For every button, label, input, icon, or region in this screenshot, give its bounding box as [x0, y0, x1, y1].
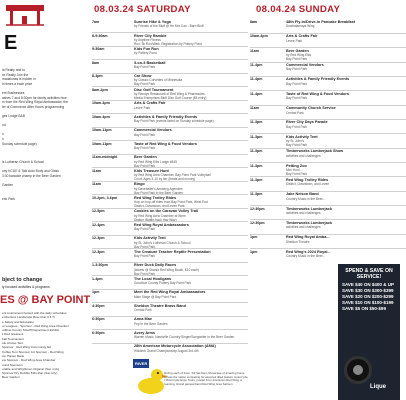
event-time: 11am-midnight — [92, 155, 118, 160]
event-detail: Court, Ages 4-10 by tier (treats and money) — [134, 177, 196, 182]
left-b-line: ole Arrows Tent — [2, 341, 24, 346]
event-time: 1-3:30pm — [92, 263, 108, 268]
event-divider — [92, 167, 248, 168]
event-location: Pep in the Beer Garden — [134, 321, 168, 326]
event-location: Bay Point Park — [134, 254, 156, 259]
event-location: activities and challenges — [286, 225, 321, 230]
event-title: Community Church Service — [286, 106, 336, 111]
event-divider — [250, 176, 406, 177]
event-title: Sheldon Theatre Brass Band — [134, 303, 186, 308]
event-logo-icon — [0, 2, 48, 32]
ad-offer-list — [342, 282, 400, 312]
event-detail: Bay Point Park in the Beer Garden — [134, 190, 183, 195]
event-divider — [250, 205, 406, 206]
event-detail: Bay Point Park — [134, 82, 156, 87]
event-location: by Red Wing Area Chamber at Wern — [134, 213, 186, 218]
event-title: Red Wing Royal Ambassadors — [134, 222, 189, 227]
event-title: Commercial Vendors — [286, 63, 324, 68]
left-a-line: ce Realty Join the — [2, 72, 29, 77]
event-location: activities and challenges — [286, 210, 321, 215]
left-a-line: in times a each prize — [2, 81, 33, 86]
event-divider — [250, 119, 406, 120]
left-a-line: ler of Commerce After Hours programming — [2, 104, 65, 109]
event-title: Arts & Crafts Fair — [286, 34, 318, 39]
left-a-line: nd — [2, 123, 6, 128]
event-title: River City Ramble — [134, 33, 167, 38]
event-divider — [250, 248, 406, 249]
event-location: Levee Park — [286, 38, 303, 43]
event-title: Petting Zoo — [286, 163, 307, 168]
event-title: Beer Garden — [286, 48, 309, 53]
event-time: 10am-11pm — [92, 128, 112, 133]
event-time: 11-4pm — [250, 91, 263, 96]
left-heading-letter: E — [4, 32, 18, 54]
event-time: 12-5pm — [92, 209, 105, 214]
event-location: by Anytime Fitness — [134, 37, 161, 42]
event-location: Goodhue County Pottery Bay Point Park — [134, 281, 192, 286]
event-title: Timberworks Lumberjack Show — [286, 149, 344, 154]
event-location: by St. John's Lutheran Church & School — [134, 240, 191, 245]
event-location: Sowhatamaya Wing — [286, 24, 315, 29]
event-time: 8am — [92, 60, 100, 65]
event-title: Kids Treasure Hunt — [134, 168, 169, 173]
event-divider — [92, 59, 248, 60]
saturday-column — [92, 0, 248, 400]
event-time: 12:30pm — [250, 220, 265, 225]
ad-logo-text: Lique — [370, 384, 386, 390]
event-divider — [92, 100, 248, 101]
left-b-line: Coffee Tent Sponsor Art Sponsor - Red Wing — [2, 349, 64, 354]
event-location: by Red Wing Area Chamber, Bay Point Park Volleyball — [134, 173, 211, 178]
event-divider — [92, 154, 248, 155]
event-time: 12-3pm — [92, 236, 105, 241]
event-time: 8am — [250, 20, 258, 24]
event-location: Country Music in the Beer... — [286, 196, 326, 201]
event-location: Hillclimb Grand Championship August 3rd-4th — [134, 348, 199, 353]
event-location: Central Park — [134, 308, 152, 313]
left-b-line: e Safety and Education — [2, 319, 34, 324]
event-time: 12-3pm — [92, 249, 105, 254]
event-detail: Bay Point Park — [134, 271, 156, 276]
event-time: 6:30pm — [92, 330, 105, 335]
event-title: Kids Activity Tent — [134, 236, 166, 241]
left-b-line: Beer Garden — [2, 375, 20, 380]
event-divider — [250, 234, 406, 235]
event-divider — [92, 73, 248, 74]
event-divider — [92, 302, 248, 303]
bay-point-banner: ES @ BAY POINT — [0, 294, 91, 306]
left-a-line: Garden — [2, 182, 13, 187]
left-b-line: ent tournament hosted with the daily schedules — [2, 311, 67, 315]
event-location: Bay Point Park — [134, 146, 156, 151]
event-time: 11am — [92, 182, 101, 187]
ad-offer: SAVE $5 ON $50-$99 — [342, 306, 386, 311]
left-b-line: Sponsor · Red Wing Community Ed — [2, 345, 52, 350]
event-title: River Duck Daily Races — [134, 263, 177, 268]
event-title: Sunrise Hike & Yoga — [134, 20, 171, 24]
event-title: Timberworks Lumberjack — [286, 220, 332, 225]
sunday-title: 08.04.24 SUNDAY — [256, 4, 341, 15]
event-time: 11-3pm — [250, 134, 263, 139]
event-time: 10am-4pm — [92, 114, 110, 119]
event-time: 12-4pm — [92, 222, 105, 227]
event-divider — [92, 86, 248, 87]
event-location: District, Downtown, and Levee — [286, 182, 330, 187]
event-time: 12:30pm — [250, 206, 265, 211]
event-divider — [250, 90, 406, 91]
event-time: 10am-11pm — [92, 141, 112, 146]
left-text-block-a — [2, 68, 68, 201]
event-location: Bay Point Park — [286, 81, 308, 86]
event-divider — [92, 140, 248, 141]
event-title: Red Wing's 2024 Royal... — [286, 249, 331, 254]
left-b-line: ound Sponsors — [2, 362, 23, 367]
event-location: Warren Music, Nashville Country Singer/Songwriter in the Beer Garden — [134, 335, 235, 340]
event-location: activities and challenges — [286, 153, 321, 158]
event-title: Arts & Crafts Fair — [134, 101, 166, 106]
event-time: 10am-4pm — [250, 34, 268, 39]
event-location: by St. John's — [286, 139, 305, 144]
event-divider — [92, 262, 248, 263]
left-a-line: 3:30 karaoke champ in the Beer Garden — [2, 173, 61, 178]
event-location: Mini Hoof... — [286, 167, 303, 172]
event-title: Red Wing Trolley Rides — [134, 195, 177, 200]
event-location: Bay Point Park (events listed on Sunday schedule page) — [134, 119, 214, 124]
event-location: Bay Point Park — [134, 64, 156, 69]
event-detail: Bay Point Park — [286, 171, 308, 176]
left-a-line: is Lutheran Church & School — [2, 159, 44, 164]
left-a-line: eric Park — [2, 196, 16, 201]
event-title: The Local Hooligans — [134, 276, 172, 281]
event-detail: Bay Point Park — [286, 143, 308, 148]
event-title: Car Show — [134, 74, 152, 79]
event-time: 11-3pm — [250, 149, 263, 154]
event-time: 10-2pm, 3-6pm — [92, 195, 118, 200]
motorcycle-description: During each of them, Dir Sat Dam Showcase of amazing home across the nation competing for assorted titled feature motorcycle / Motorcycle Expo Tours, posted from downtown Red Wing or roaming, Grand gamual band Red Wing Area Salmen — [164, 371, 248, 387]
left-column — [0, 0, 91, 400]
event-time: 7am — [92, 20, 100, 24]
event-divider — [250, 133, 406, 134]
event-time: 11am — [92, 168, 101, 173]
ad-offer: SAVE $10 ON $100-$199 — [342, 300, 394, 305]
event-divider — [92, 208, 248, 209]
event-divider — [250, 76, 406, 77]
event-time: 11-3pm — [250, 163, 263, 168]
event-title: Taste of Red Wing & Food Vendors — [286, 91, 349, 96]
event-time: 11-4pm — [250, 63, 263, 68]
event-divider — [250, 219, 406, 220]
event-time: 8-4pm — [92, 74, 103, 79]
event-location: Bay Point Park — [286, 67, 308, 72]
event-time: 11-3pm — [250, 120, 263, 125]
left-a-line: Sunday schedule page) — [2, 141, 37, 146]
left-a-line: ashes 7 and 8:30pm for family activities hive — [2, 95, 67, 100]
event-location: by Classic Corvettes of Minnesota — [134, 78, 183, 83]
ad-headline: SPEND & SAVE ON SERVICE! — [345, 268, 393, 280]
event-time: 10am-4pm — [92, 101, 110, 106]
event-title: Avery Arms — [134, 330, 156, 335]
event-time: 1pm — [92, 290, 100, 295]
event-location: by Red Wing Elks Lodge #845 — [134, 159, 177, 164]
left-subject-line-2: ly focused activities & programs — [2, 285, 50, 289]
left-a-line: m from the Red Wing Royal Ambassador, the — [2, 100, 68, 105]
event-divider — [250, 33, 406, 34]
event-time: 1pm — [250, 235, 258, 240]
event-title: Kids Fun Run — [134, 47, 159, 52]
left-a-line: ent Businesses — [2, 90, 25, 95]
event-location: Levee Park — [134, 105, 151, 110]
event-title: Red Wing Trolley Rides — [286, 177, 329, 182]
event-title: Activities & Family Friendly Events — [134, 114, 198, 119]
event-title: Commercial Vendors — [134, 128, 172, 133]
event-location: by Friends of the Bluff @ He Mni Can - Barn Bluff — [134, 24, 204, 29]
svg-text:RIVER: RIVER — [135, 361, 148, 366]
event-title: Disc Golf Tournament — [134, 87, 174, 92]
event-time: 8am-2pm — [92, 87, 108, 92]
event-title: Bingo — [134, 182, 145, 187]
event-detail: Bay Point Park — [134, 244, 156, 249]
event-detail: Run: 5k Run/Walk, Registration by Pottery Pond — [134, 41, 202, 46]
left-a-line: madalonas is hidden in — [2, 77, 36, 82]
event-divider — [92, 248, 248, 249]
left-subject-heading — [2, 277, 50, 291]
left-b-line: ball Tournament — [2, 336, 24, 341]
event-location: Main Stage @ Bay Point Park — [134, 294, 177, 299]
left-b-line: ver Haven Bank — [2, 353, 25, 358]
event-title: River City Days Parade — [286, 120, 328, 125]
event-divider — [92, 113, 248, 114]
left-text-block-b — [2, 311, 69, 380]
event-divider — [92, 329, 248, 330]
event-title: Taste of Red Wing & Food Vendors — [134, 141, 197, 146]
event-title: Meet the Red Wing Royal Ambassadors — [134, 290, 206, 295]
event-divider — [92, 343, 248, 344]
event-detail: Bay Point Park — [286, 57, 308, 62]
event-title: Jake Nelson Band — [286, 192, 319, 197]
event-location: by Pottery Pond — [134, 51, 157, 56]
event-time: 11-3pm — [250, 192, 263, 197]
event-location: Central Park — [286, 110, 304, 115]
saturday-title: 08.03.24 SATURDAY — [94, 4, 191, 15]
event-divider — [250, 105, 406, 106]
event-detail: Media Enterprises Bluff Disc Golf Course ($5 entry) — [134, 95, 207, 100]
event-detail: Bay Point Park — [134, 163, 156, 168]
event-divider — [250, 47, 406, 48]
event-time: 4:30pm — [92, 303, 105, 308]
event-divider — [92, 46, 248, 47]
event-title: Beer Garden — [134, 155, 157, 160]
event-location: by Daveballer's Amazing Agencies — [134, 186, 183, 191]
event-time: 11am — [250, 106, 259, 111]
event-divider — [92, 127, 248, 128]
event-title: 28th American Motorcycle Association (AMA) — [134, 344, 216, 349]
ad-offer: SAVE $30 ON $300-$399 — [342, 288, 394, 293]
ad-offer: SAVE $40 ON $400 & UP — [342, 282, 394, 287]
event-divider — [92, 32, 248, 33]
left-b-line: ew Sponsor - Red Wing Area Chamber — [2, 358, 56, 363]
event-location: Sheldon Theatre — [286, 239, 310, 244]
event-divider — [250, 162, 406, 163]
event-title: The Creature Teacher Reptile Presentation — [134, 249, 211, 254]
left-a-line: la Realty and to — [2, 68, 25, 72]
event-divider — [92, 181, 248, 182]
event-location: Bay Point Park — [286, 96, 308, 101]
event-divider — [250, 62, 406, 63]
event-divider — [92, 289, 248, 290]
tire-service-ad — [338, 264, 400, 400]
event-location: Bay Point Park — [286, 124, 308, 129]
event-time: 11-3pm — [250, 177, 263, 182]
ad-offer: SAVE $20 ON $200-$299 — [342, 294, 394, 299]
left-b-line: ur Leagues · Sponsor - Red Wing Area Chamber — [2, 323, 69, 328]
event-location: Country Music in the Beer... — [286, 254, 326, 259]
event-title: Cookies on the Caravan Volley Trail — [134, 209, 199, 214]
event-title: Timberworks Lumberjack — [286, 206, 332, 211]
event-detail: District, Downtown, and Levee Park — [134, 204, 185, 209]
event-title: 48th Fly-in/Drive-in Pancake Breakfast — [286, 20, 356, 24]
event-title: Red Wing Royal Amba... — [286, 235, 330, 240]
event-title: 3-on-3 Basketball — [134, 60, 166, 65]
left-a-line: ges Lodge B&B — [2, 113, 25, 118]
event-title: Activities & Family Friendly Events — [286, 77, 350, 82]
left-b-line: odthus County Sheriff Department Exhibit — [2, 328, 59, 333]
event-time: 11am — [250, 48, 259, 53]
event-time: 11-4pm — [250, 77, 263, 82]
left-a-line: ony KCUE & Talk Auto Body and Glass — [2, 169, 59, 174]
left-subject-line-1: bject to change — [2, 277, 43, 283]
event-time: 6:30pm — [92, 317, 105, 322]
left-b-line: Sponsor Dry Dobble Kids Run (Sat only) — [2, 371, 58, 376]
left-a-line: n — [2, 132, 4, 137]
left-b-line: orable and Wrightmen Organic (Sat. only) — [2, 366, 60, 371]
event-detail: Station (Battle-back Hay Way) — [134, 217, 177, 222]
event-time: 1-4pm — [92, 276, 103, 281]
left-b-line: il Red Gleaners — [2, 332, 24, 337]
event-location: by Randys Restaurant of Red Wing & Pharmacies — [134, 91, 205, 96]
event-title: Anna Mae — [134, 317, 152, 322]
event-location: Hop-on hop-off rides from Bay Point Park, West End — [134, 200, 208, 205]
event-divider — [92, 221, 248, 222]
event-divider — [92, 194, 248, 195]
event-time: 8-9:30am — [92, 33, 108, 38]
event-divider — [250, 148, 406, 149]
event-location: by Red Wing Elks — [286, 53, 312, 58]
event-divider — [250, 191, 406, 192]
event-time: 1pm — [250, 249, 258, 254]
tire-icon — [344, 356, 372, 384]
event-location: Bay Point Park — [134, 227, 156, 232]
event-location: Bay Point Park — [134, 132, 156, 137]
left-a-line: n — [2, 136, 4, 141]
event-title: Kids Activity Tent — [286, 134, 318, 139]
event-divider — [92, 235, 248, 236]
left-b-line: emberless Landscape Beer Run 3 3 Tr — [2, 315, 55, 320]
event-time: 9:30am — [92, 47, 105, 52]
event-location: (tickets @ Shania Red Wing Booth, $10 each) — [134, 267, 200, 272]
event-divider — [92, 316, 248, 317]
event-divider — [92, 275, 248, 276]
